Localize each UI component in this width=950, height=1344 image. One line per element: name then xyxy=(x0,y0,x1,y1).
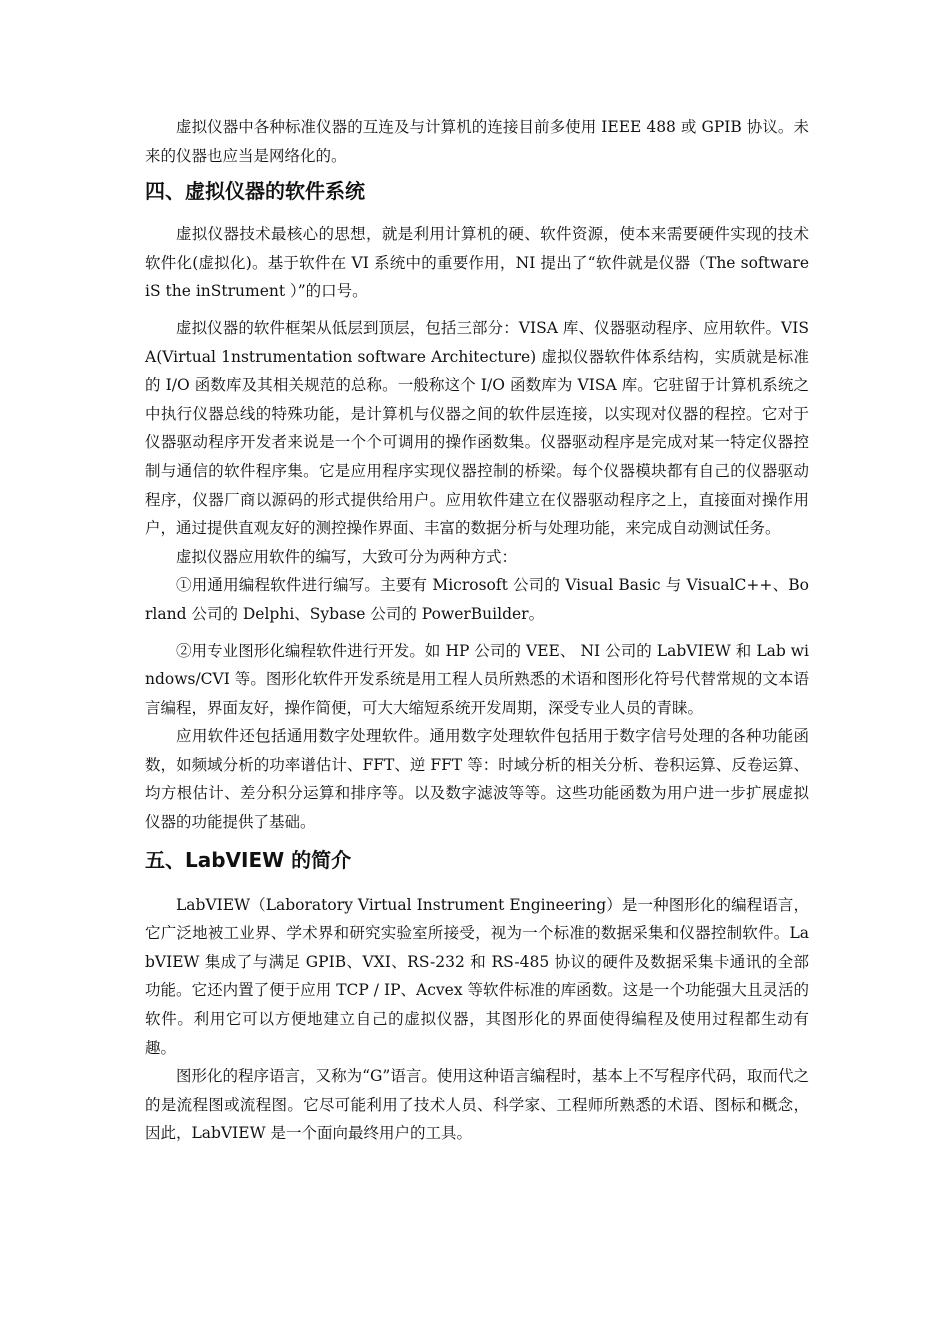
section-title-software-system: 四、虚拟仪器的软件系统 xyxy=(145,179,365,204)
paragraph-interconnect: 虚拟仪器中各种标准仪器的互连及与计算机的连接目前多使用 IEEE 488 或 GPIB 协议。未来的仪器也应当是网络化的。 xyxy=(145,118,809,165)
paragraph-software-framework: 虚拟仪器的软件框架从低层到顶层，包括三部分：VISA 库、仪器驱动程序、应用软件。VISA(Virtual 1nstrumentation software Architecture) 虚拟仪器软件体系结构，实质就是标准的 I/O 函数库及其相关规范的总称。一般称这个 I/O 函数库为 VISA 库。它驻留于计算机系统之中执行仪器总线的特殊功能，是计算机与仪器之间的软件层连接，以实现对仪器的程控。它对于仪器驱动程序开发者来说是一个个可调用的操作函数集。仪器驱动程序是完成对某一特定仪器控制与通信的软件程序集。它是应用程序实现仪器控制的桥梁。每个仪器模块都有自己的仪器驱动程序，仪器厂商以源码的形式提供给用户。应用软件建立在仪器驱动程序之上，直接面对操作用户，通过提供直观友好的测控操作界面、丰富的数据分析与处理功能，来完成自动测试任务。 xyxy=(145,318,809,538)
paragraph-core-idea: 虚拟仪器技术最核心的思想，就是利用计算机的硬、软件资源，使本来需要硬件实现的技术软件化(虚拟化)。基于软件在 VI 系统中的重要作用，NI 提出了“软件就是仪器（The software iS the inStrument ）”的口号。 xyxy=(145,225,809,301)
paragraph-general-programming: ①用通用编程软件进行编写。主要有 Microsoft 公司的 Visual Basic 与 VisualC++、Borland 公司的 Delphi、Sybase 公司的 PowerBuilder。 xyxy=(145,576,809,623)
section-title-labview-intro: 五、LabVIEW 的简介 xyxy=(145,847,352,872)
paragraph-programming-approaches: 虚拟仪器应用软件的编写，大致可分为两种方式： xyxy=(176,547,518,566)
document-page xyxy=(145,113,809,1148)
paragraph-g-language: 图形化的程序语言，又称为“G”语言。使用这种语言编程时，基本上不写程序代码，取而代之的是流程图或流程图。它尽可能利用了技术人员、科学家、工程师所熟悉的术语、图标和概念，因此，LabVIEW 是一个面向最终用户的工具。 xyxy=(145,1067,809,1143)
paragraph-graphical-programming: ②用专业图形化编程软件进行开发。如 HP 公司的 VEE、 NI 公司的 LabVIEW 和 Lab windows/CVI 等。图形化软件开发系统是用工程人员所熟悉的术语和图形化符号代替常规的文本语言编程，界面友好，操作简便，可大大缩短系统开发周期，深受专业人员的青睐。 xyxy=(145,641,809,717)
paragraph-digital-processing: 应用软件还包括通用数字处理软件。通用数字处理软件包括用于数字信号处理的各种功能函数，如频域分析的功率谱估计、FFT、逆 FFT 等：时域分析的相关分析、卷积运算、反卷运算、均方根估计、差分积分运算和排序等。以及数字滤波等等。这些功能函数为用户进一步扩展虚拟仪器的功能提供了基础。 xyxy=(145,727,809,832)
paragraph-labview-overview: LabVIEW（Laboratory Virtual Instrument Engineering）是一种图形化的编程语言，它广泛地被工业界、学术界和研究实验室所接受，视为一个标准的数据采集和仪器控制软件。LabVIEW 集成了与满足 GPIB、VXI、RS-232 和 RS-485 协议的硬件及数据采集卡通讯的全部功能。它还内置了便于应用 TCP / IP、Acvex 等软件标准的库函数。这是一个功能强大且灵活的软件。利用它可以方便地建立自己的虚拟仪器，其图形化的界面使得编程及使用过程都生动有趣。 xyxy=(145,895,809,1057)
